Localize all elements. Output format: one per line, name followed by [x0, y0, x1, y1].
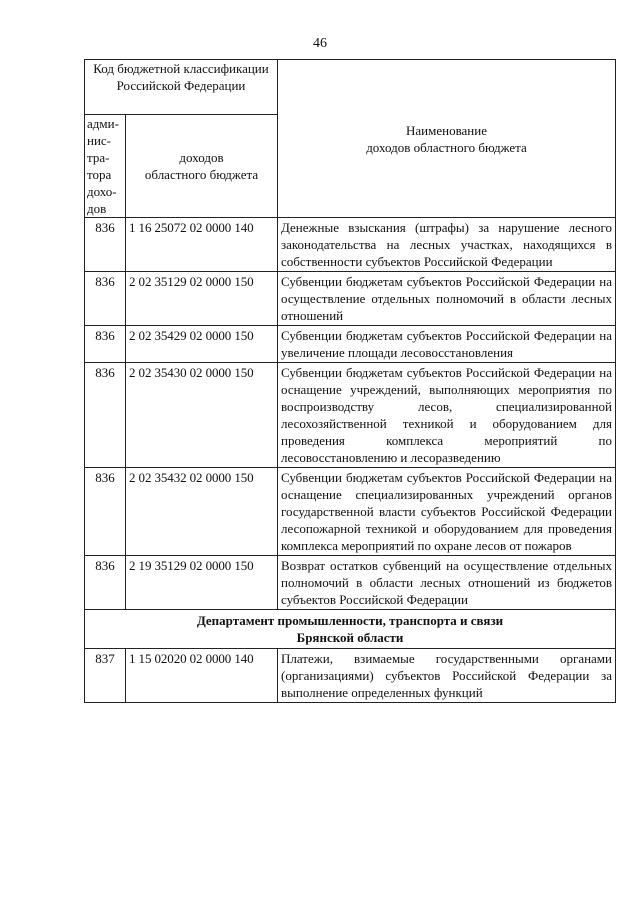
- budget-code-cell: 2 02 35129 02 0000 150: [126, 272, 278, 326]
- admin-code-cell: 836: [85, 218, 126, 272]
- income-name-cell: Возврат остатков субвенций на осуществление отдельных полномочий в области лесных отношений из бюджетов субъектов Российской Федерации: [278, 556, 616, 610]
- income-name-cell: Денежные взыскания (штрафы) за нарушение лесного законодательства на лесных участках, находящихся в собственности субъектов Российской Федерации: [278, 218, 616, 272]
- table-row: [85, 363, 616, 468]
- rows-group: [85, 218, 616, 610]
- income-name-cell: Субвенции бюджетам субъектов Российской Федерации на увеличение площади лесовосстановления: [278, 326, 616, 363]
- table-row: [85, 326, 616, 363]
- department-title: Департамент промышленности, транспорта и связи Брянской области: [85, 610, 616, 649]
- admin-code-cell: 837: [85, 649, 126, 703]
- budget-classification-table: [84, 59, 616, 703]
- header-name: [278, 60, 616, 218]
- budget-code-cell: 2 02 35429 02 0000 150: [126, 326, 278, 363]
- admin-code-cell: 836: [85, 363, 126, 468]
- rows-after-group: [85, 649, 616, 703]
- table-row: [85, 468, 616, 556]
- department-row: [85, 610, 616, 649]
- budget-code-cell: 1 15 02020 02 0000 140: [126, 649, 278, 703]
- income-name-cell: Субвенции бюджетам субъектов Российской Федерации на оснащение учреждений, выполняющих мероприятия по воспроизводству лесов, специализированной лесохозяйственной техникой и оборудованием для проведения комплекса мероприятий по лесовосстановлению и лесоразведению: [278, 363, 616, 468]
- budget-code-cell: 2 02 35430 02 0000 150: [126, 363, 278, 468]
- table-header-row: [85, 60, 616, 115]
- budget-code-cell: 2 02 35432 02 0000 150: [126, 468, 278, 556]
- table-row: [85, 649, 616, 703]
- admin-code-cell: 836: [85, 326, 126, 363]
- header-code-group: Код бюджетной классификации Российской Федерации: [85, 60, 278, 115]
- header-admin: адми- нис- тра- тора дохо- дов: [85, 115, 126, 218]
- table-row: [85, 218, 616, 272]
- income-name-cell: Платежи, взимаемые государственными органами (организациями) субъектов Российской Федерации за выполнение определенных функций: [278, 649, 616, 703]
- income-name-cell: Субвенции бюджетам субъектов Российской Федерации на оснащение специализированных учреждений органов государственной власти субъектов Российской Федерации лесопожарной техникой и оборудованием для проведения комплекса мероприятий по охране лесов от пожаров: [278, 468, 616, 556]
- table-row: [85, 272, 616, 326]
- income-name-cell: Субвенции бюджетам субъектов Российской Федерации на осуществление отдельных полномочий в области лесных отношений: [278, 272, 616, 326]
- header-name-text: Наименование доходов областного бюджета: [366, 122, 527, 155]
- budget-code-cell: 1 16 25072 02 0000 140: [126, 218, 278, 272]
- admin-code-cell: 836: [85, 272, 126, 326]
- admin-code-cell: 836: [85, 556, 126, 610]
- header-income: доходов областного бюджета: [126, 115, 278, 218]
- budget-code-cell: 2 19 35129 02 0000 150: [126, 556, 278, 610]
- admin-code-cell: 836: [85, 468, 126, 556]
- page-number: 46: [313, 36, 327, 51]
- table-row: [85, 556, 616, 610]
